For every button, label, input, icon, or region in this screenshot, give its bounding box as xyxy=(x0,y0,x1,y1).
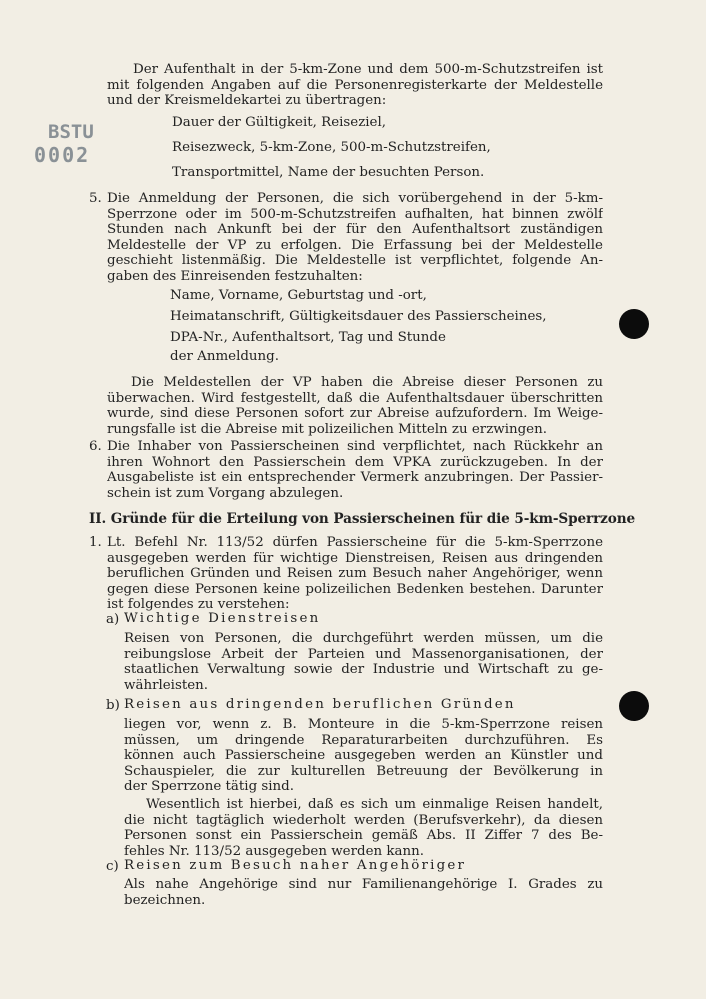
subitem-b-paragraph xyxy=(124,717,603,795)
text-line: Die Inhaber von Passierscheinen sind verpflichtet, nach Rückkehr an xyxy=(107,439,603,454)
text-line: ist folgendes zu verstehen: xyxy=(107,597,290,613)
item-5-paragraph xyxy=(107,191,603,285)
subitem-label-c: c) xyxy=(106,859,119,874)
text-line: schein ist zum Vorgang abzulegen. xyxy=(107,485,344,501)
text-line: können auch Passierscheine ausgegeben werden an Künstler und xyxy=(124,748,603,764)
text-line: Personen sonst ein Passierschein gemäß Abs. II Ziffer 7 des Be- xyxy=(124,828,603,844)
text-line: währleisten. xyxy=(124,677,209,693)
subitem-c-paragraph xyxy=(124,877,603,908)
text-line: gaben des Einreisenden festzuhalten: xyxy=(107,268,363,284)
text-line: ausgegeben werden für wichtige Dienstreisen, Reisen aus dringenden xyxy=(107,550,603,566)
intro-list-item: Dauer der Gültigkeit, Reiseziel, xyxy=(172,115,387,130)
archive-stamp-number xyxy=(34,144,90,166)
text-line: bezeichnen. xyxy=(124,892,206,908)
punch-hole-bottom xyxy=(619,691,649,721)
text-line: überwachen. Wird festgestellt, daß die Aufenthaltsdauer überschritten xyxy=(107,390,603,406)
text-line: Schauspieler, die zur kulturellen Betreuung der Bevölkerung in xyxy=(124,763,603,779)
text-line: Meldestelle der VP zu erfolgen. Die Erfassung bei der Meldestelle xyxy=(107,237,603,253)
text-line: und der Kreismeldekartei zu übertragen: xyxy=(107,93,387,109)
text-line: mit folgenden Angaben auf die Personenregisterkarte der Meldestelle xyxy=(107,77,603,93)
text-line: Stunden nach Ankunft bei der für den Aufenthaltsort zuständigen xyxy=(107,222,603,238)
section-2-item-1-paragraph xyxy=(107,535,603,613)
item-5-list-item: Heimatanschrift, Gültigkeitsdauer des Passierscheines, xyxy=(170,309,547,324)
subitem-label-a: a) xyxy=(106,612,120,627)
text-line: die nicht tagtäglich wiederholt werden (Berufsverkehr), da diesen xyxy=(124,812,603,828)
text-line: wurde, sind diese Personen sofort zur Abreise aufzufordern. Im Weige- xyxy=(107,406,603,422)
subitem-c-title: Reisen zum Besuch naher Angehöriger xyxy=(124,858,467,873)
text-line: Reisen von Personen, die durchgeführt werden müssen, um die xyxy=(124,631,603,646)
text-line: ihren Wohnort den Passierschein dem VPKA zurückzugeben. In der xyxy=(107,454,603,470)
subitem-b-title: Reisen aus dringenden beruflichen Gründen xyxy=(124,697,516,712)
text-line: fehles Nr. 113/52 ausgegeben werden kann. xyxy=(124,843,424,859)
item-5-list-item: der Anmeldung. xyxy=(170,349,280,364)
text-line: reibungslose Arbeit der Parteien und Massenorganisationen, der xyxy=(124,646,603,662)
item-number-6: 6. xyxy=(89,439,102,454)
subitem-a-paragraph xyxy=(124,631,603,693)
text-line: Die Meldestellen der VP haben die Abreise dieser Personen zu xyxy=(131,375,603,390)
text-line: Lt. Befehl Nr. 113/52 dürfen Passierscheine für die 5-km-Sperrzone xyxy=(107,535,603,550)
item-number-5: 5. xyxy=(89,191,102,206)
item-5-list-item: Name, Vorname, Geburtstag und -ort, xyxy=(170,288,427,303)
subitem-a-title: Wichtige Dienstreisen xyxy=(124,611,321,626)
item-5-paragraph-2 xyxy=(107,375,603,437)
intro-paragraph xyxy=(107,62,603,109)
text-line: rungsfalle ist die Abreise mit polizeilichen Mitteln zu erzwingen. xyxy=(107,421,547,437)
item-6-paragraph xyxy=(107,439,603,501)
text-line: müssen, um dringende Reparaturarbeiten durchzuführen. Es xyxy=(124,732,603,748)
text-line: Der Aufenthalt in der 5-km-Zone und dem 500-m-Schutzstreifen ist xyxy=(133,62,603,77)
text-line: Die Anmeldung der Personen, die sich vorübergehend in der 5-km- xyxy=(107,191,603,206)
item-5-list-item: DPA-Nr., Aufenthaltsort, Tag und Stunde xyxy=(170,330,446,345)
text-line: gegen diese Personen keine polizeilichen Bedenken bestehen. Darunter xyxy=(107,581,603,597)
punch-hole-top xyxy=(619,309,649,339)
text-line: der Sperrzone tätig sind. xyxy=(124,779,295,795)
subitem-b-paragraph-2 xyxy=(124,797,603,859)
text-line: Ausgabeliste ist ein entsprechender Vermerk anzubringen. Der Passier- xyxy=(107,470,603,486)
text-line: Wesentlich ist hierbei, daß es sich um einmalige Reisen handelt, xyxy=(146,797,603,812)
section-2-item-number-1: 1. xyxy=(89,535,102,550)
stamp-line-1: BSTU xyxy=(48,121,94,143)
text-line: geschieht listenmäßig. Die Meldestelle ist verpflichtet, folgende An- xyxy=(107,253,603,269)
text-line: Sperrzone oder im 500-m-Schutzstreifen aufhalten, hat binnen zwölf xyxy=(107,206,603,222)
archive-stamp xyxy=(48,122,94,142)
intro-list-item: Transportmittel, Name der besuchten Person. xyxy=(172,165,485,180)
text-line: Als nahe Angehörige sind nur Familienangehörige I. Grades zu xyxy=(124,877,603,892)
stamp-line-2: 0002 xyxy=(34,143,91,167)
text-line: liegen vor, wenn z. B. Monteure in die 5-km-Sperrzone reisen xyxy=(124,717,603,732)
intro-list-item: Reisezweck, 5-km-Zone, 500-m-Schutzstreifen, xyxy=(172,140,491,155)
text-line: beruflichen Gründen und Reisen zum Besuch naher Angehöriger, wenn xyxy=(107,566,603,582)
section-2-heading: II. Gründe für die Erteilung von Passierscheinen für die 5-km-Sperrzone xyxy=(89,511,636,527)
text-line: staatlichen Verwaltung sowie der Industrie und Wirtschaft zu ge- xyxy=(124,662,603,678)
subitem-label-b: b) xyxy=(106,698,120,713)
